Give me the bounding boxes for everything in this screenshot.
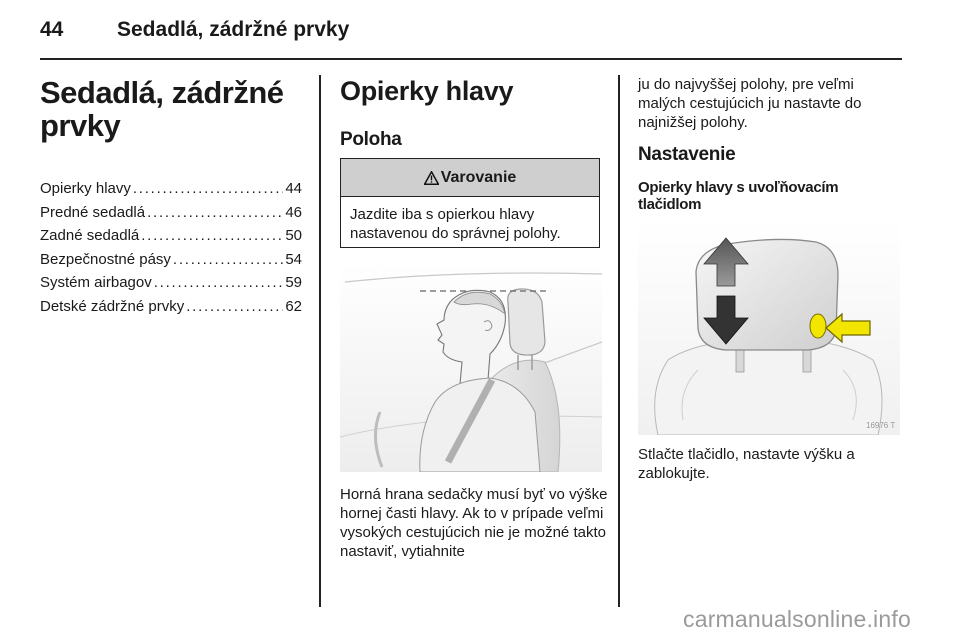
header-rule — [40, 58, 902, 60]
adjustment-heading: Nastavenie — [638, 144, 736, 165]
seated-driver-illustration — [340, 262, 602, 472]
running-title: Sedadlá, zádržné prvky — [117, 18, 350, 41]
toc-label: Detské zádržné prvky — [40, 297, 185, 315]
column-divider-1 — [319, 75, 321, 607]
warning-icon — [424, 171, 439, 185]
headrest-illustration — [638, 220, 900, 435]
toc-label: Predné sedadlá — [40, 203, 146, 221]
adjustment-subheading: Opierky hlavy s uvoľňovacím tlačidlom — [638, 179, 839, 213]
toc-page: 50 — [285, 227, 302, 244]
table-of-contents — [40, 177, 302, 318]
toc-label: Zadné sedadlá — [40, 227, 140, 244]
toc-label: Opierky hlavy — [40, 180, 131, 197]
toc-page: 59 — [285, 274, 302, 291]
subsection-title: Poloha — [340, 129, 402, 150]
toc-page: 46 — [285, 203, 302, 221]
toc-entry[interactable] — [40, 271, 302, 295]
toc-entry[interactable] — [40, 201, 302, 225]
headrest-drawing — [638, 220, 900, 435]
chapter-title: Sedadlá, zádržné prvky — [40, 75, 284, 143]
toc-entry[interactable] — [40, 177, 302, 201]
toc-entry[interactable] — [40, 248, 302, 272]
page-number: 44 — [40, 18, 64, 41]
toc-entry[interactable] — [40, 295, 302, 319]
continued-paragraph: ju do najvyššej polohy, pre veľmi malých cestujúcich ju nastavte do najnižšej polohy. — [638, 76, 862, 131]
section-title: Opierky hlavy — [340, 76, 514, 106]
toc-page: 44 — [285, 180, 302, 197]
warning-text: Jazdite iba s opierkou hlavy nastavenou do správnej polohy. — [350, 206, 561, 242]
watermark-text: carmanualsonline.info — [683, 606, 911, 632]
warning-title: Varovanie — [440, 168, 517, 186]
warning-header — [341, 159, 599, 197]
figure-code: 16976 T — [866, 421, 896, 430]
warning-box — [340, 158, 600, 248]
toc-entry[interactable] — [40, 224, 302, 248]
toc-label: Systém airbagov — [40, 274, 152, 291]
toc-label: Bezpečnostné pásy — [40, 250, 171, 268]
instruction-paragraph: Stlačte tlačidlo, nastavte výšku a zablokujte. — [638, 446, 855, 482]
body-paragraph: Horná hrana sedačky musí byť vo výške hornej časti hlavy. Ak to v prípade veľmi vysokých cestujúcich nie je možné takto nastaviť, vytiahnite — [340, 486, 608, 560]
toc-page: 62 — [285, 297, 302, 315]
column-divider-2 — [618, 75, 620, 607]
toc-page: 54 — [285, 250, 302, 268]
